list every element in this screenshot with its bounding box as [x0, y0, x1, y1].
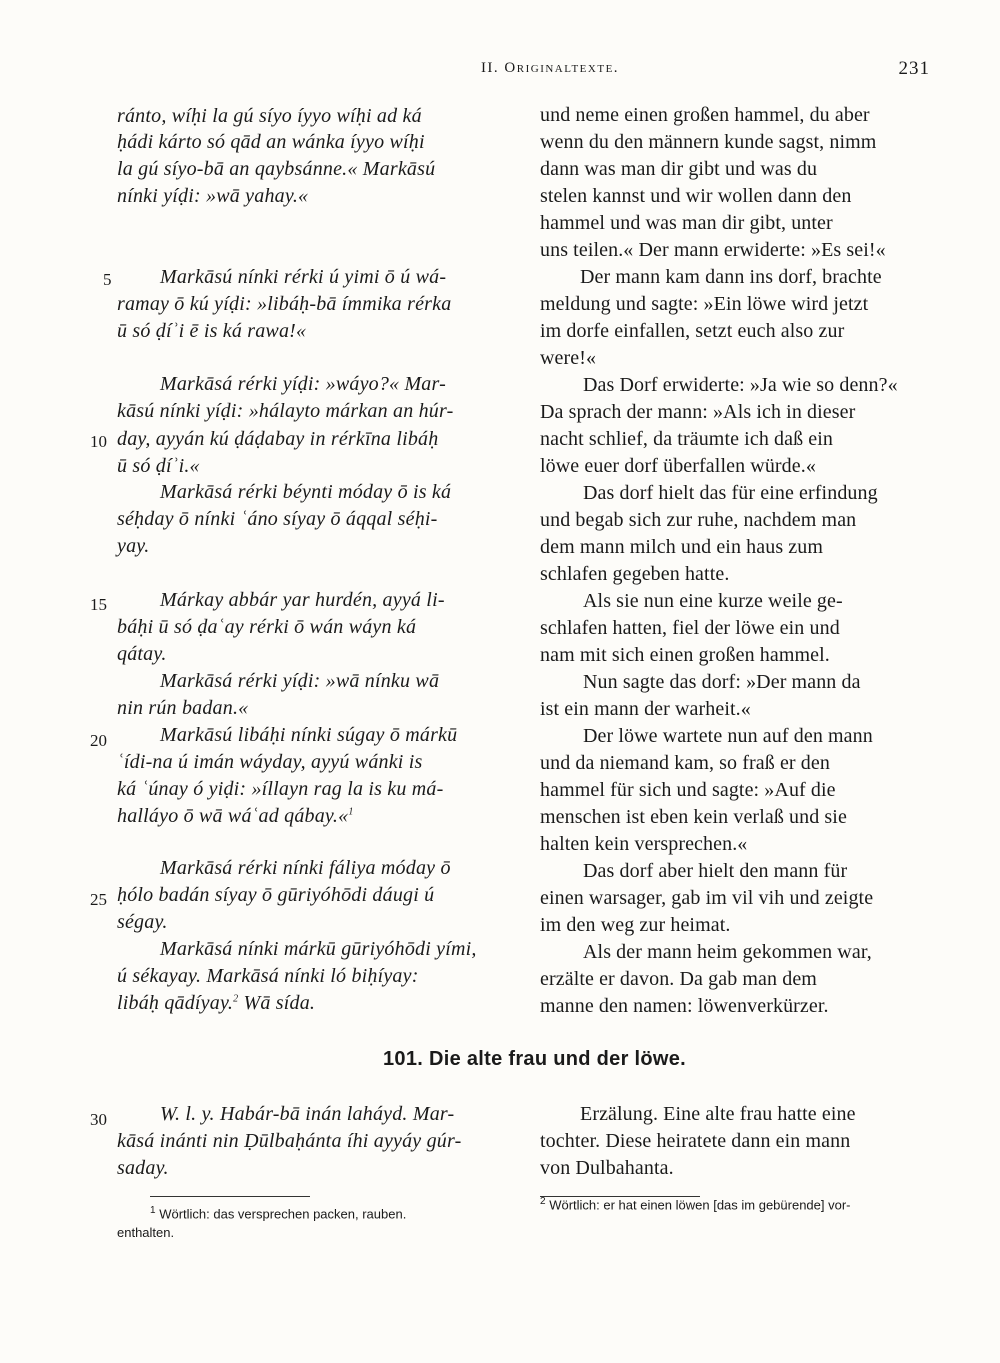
left-line: ká ʿúnay ó yiḍi: »íllayn rag la is ku má- [117, 778, 444, 800]
right-line: Der löwe wartete nun auf den mann [583, 725, 873, 747]
left-line: day, ayyán kú ḍáḍabay in rérkīna libáḥ [117, 428, 439, 450]
left-line: yay. [117, 535, 150, 557]
right-line: Der mann kam dann ins dorf, brachte [580, 266, 882, 288]
right-line: Das dorf hielt das für eine erfindung [583, 482, 878, 504]
left-line: ḥádi kárto só qād an wánka íyyo wíḥi [117, 131, 425, 153]
footnote-left-continuation: enthalten. [117, 1225, 175, 1240]
right-line: schlafen gegeben hatte. [540, 563, 730, 585]
left-line: ségay. [117, 911, 168, 933]
right-line: manne den namen: löwenverkürzer. [540, 995, 829, 1017]
left-line: Markāsá rérki yíḍi: »wā nínku wā [160, 670, 440, 692]
left-line: Markāsú nínki rérki ú yimi ō ú wá- [160, 266, 447, 288]
left-line: ū só ḍíʾi ē is ká rawa!« [117, 320, 307, 342]
right-line: nacht schlief, da träumte ich daß ein [540, 428, 834, 450]
right-line: Das Dorf erwiderte: »Ja wie so denn?« [583, 374, 898, 396]
right-line: wenn du den männern kunde sagst, nimm [540, 131, 877, 153]
line-number: 20 [90, 731, 107, 750]
right-line: were!« [540, 347, 597, 369]
left-line: ʿídi-na ú imán wáyday, ayyú wánki is [117, 751, 423, 773]
left-line: ú sékayay. Markāsá nínki ló biḥíyay: [117, 965, 419, 987]
running-title: II. Originaltexte. [480, 60, 620, 76]
left-line: libáḥ qādíyay.$^2$ Wā sída. [117, 992, 316, 1014]
right-line: meldung und sagte: »Ein löwe wird jetzt [540, 293, 869, 315]
right-line: Erzälung. Eine alte frau hatte eine [580, 1103, 856, 1125]
left-line: la gú síyo-bā an qaybsánne.« Markāsú [117, 158, 436, 180]
right-line: im den weg zur heimat. [540, 914, 731, 936]
left-line: Markāsú libáḥi nínki súgay ō márkū [160, 724, 458, 746]
left-line: Markāsá rérki nínki fáliya móday ō [160, 857, 451, 879]
line-number: 10 [90, 432, 107, 451]
right-line: und begab sich zur ruhe, nachdem man [540, 509, 857, 531]
right-line: nam mit sich einen großen hammel. [540, 644, 830, 666]
right-line: und da niemand kam, so fraß er den [540, 752, 830, 774]
right-line: von Dulbahanta. [540, 1157, 674, 1179]
left-line: báḥi ū só ḍaʿay rérki ō wán wáyn ká [117, 616, 417, 638]
right-line: schlafen hatten, fiel der löwe ein und [540, 617, 840, 639]
line-number: 30 [90, 1110, 107, 1129]
right-line: und neme einen großen hammel, du aber [540, 104, 870, 126]
left-line: séḥday ō nínki ʿáno síyay ō áqqal séḥi- [117, 508, 438, 530]
left-line: saday. [117, 1157, 169, 1179]
left-line: W. l. y. Habár-bā inán laháyd. Mar- [160, 1103, 455, 1125]
right-line: Das dorf aber hielt den mann für [583, 860, 848, 882]
left-line: nínki yíḍi: »wā yahay.« [117, 185, 309, 207]
section-title: 101. Die alte frau und der löwe. [383, 1048, 687, 1070]
right-line: dann was man dir gibt und was du [540, 158, 818, 180]
right-line: stelen kannst und wir wollen dann den [540, 185, 852, 207]
right-line: dem mann milch und ein haus zum [540, 536, 824, 558]
line-number: 15 [90, 595, 107, 614]
footnote-left: $^1$ Wörtlich: das versprechen packen, rauben. [150, 1205, 407, 1222]
left-line: Markāsá nínki márkū gūriyóhōdi yími, [160, 938, 477, 960]
right-line: Als der mann heim gekommen war, [583, 941, 872, 963]
line-number: 25 [90, 890, 107, 909]
line-number: 5 [103, 270, 112, 289]
right-line: Nun sagte das dorf: »Der mann da [583, 671, 861, 693]
left-line: kāsú nínki yíḍi: »hálayto márkan an húr- [117, 400, 454, 422]
left-line: ḥólo badán síyay ō gūriyóhōdi dáugi ú [117, 884, 435, 906]
right-line: tochter. Diese heiratete dann ein mann [540, 1130, 851, 1152]
right-line: im dorfe einfallen, setzt euch also zur [540, 320, 845, 342]
footnote-marker: 1 [348, 806, 354, 818]
page-number: 231 [898, 58, 930, 79]
left-line: ū só ḍíʾi.« [117, 455, 200, 477]
left-line: qátay. [117, 643, 167, 665]
left-line: ramay ō kú yíḍi: »libáḥ-bā ímmika rérka [117, 293, 452, 315]
left-line: nin rún badan.« [117, 697, 249, 719]
right-line: löwe euer dorf überfallen würde.« [540, 455, 816, 477]
right-line: einen warsager, gab im vil vih und zeigte [540, 887, 874, 909]
left-line: Markāsá rérki yíḍi: »wáyo?« Mar- [160, 373, 446, 395]
left-line: ránto, wíḥi la gú síyo íyyo wíḥi ad ká [117, 105, 422, 127]
right-line: uns teilen.« Der mann erwiderte: »Es sei!« [540, 239, 886, 261]
right-line: menschen ist eben kein verlaß und sie [540, 806, 847, 828]
right-line: erzälte er davon. Da gab man dem [540, 968, 817, 990]
left-line: halláyo ō wā wáʿad qábay.«$^1$ [117, 805, 354, 827]
left-line: Markāsá rérki béynti móday ō is ká [160, 481, 452, 503]
footnote-marker: 2 [233, 993, 239, 1005]
right-line: hammel für sich und sagte: »Auf die [540, 779, 836, 801]
right-line: hammel und was man dir gibt, unter [540, 212, 833, 234]
right-line: halten kein versprechen.« [540, 833, 748, 855]
footnote-right: $^2$ Wörtlich: er hat einen löwen [das im gebürende] vor- [540, 1196, 851, 1213]
right-line: Als sie nun eine kurze weile ge- [583, 590, 843, 612]
left-line: Márkay abbár yar hurdén, ayyá li- [160, 589, 445, 611]
right-line: ist ein mann der warheit.« [540, 698, 751, 720]
footnote-rule [150, 1196, 310, 1197]
right-line: Da sprach der mann: »Als ich in dieser [540, 401, 856, 423]
left-line: kāsá inánti nin Ḍūlbaḥánta íhi ayyáy gúr- [117, 1130, 462, 1152]
